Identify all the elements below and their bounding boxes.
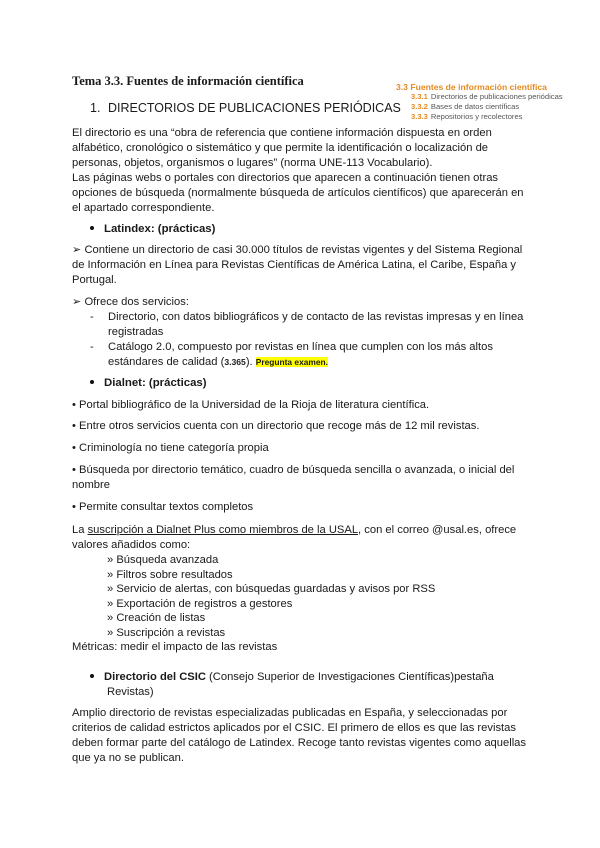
csic-heading: Directorio del CSIC (Consejo Superior de Investigaciones Científicas)pestaña Revistas) (90, 670, 530, 700)
bullet-icon (90, 226, 94, 230)
toc-item: 3.3.1 Directorios de publicaciones periódicas (411, 92, 563, 101)
dialnet-values-list (107, 553, 435, 640)
toc-item: 3.3.3 Repositorios y recolectores (411, 112, 523, 121)
dialnet-point: • Portal bibliográfico de la Universidad de la Rioja de literatura científica. (72, 399, 430, 411)
toc-item: 3.3.2 Bases de datos científicas (411, 102, 520, 111)
metrics-text: Métricas: medir el impacto de las revistas (72, 641, 278, 653)
list-item: » Suscripción a revistas (107, 626, 226, 639)
list-item: - Directorio, con datos bibliográficos y de contacto de las revistas impresas y en línea registradas (90, 311, 524, 338)
dialnet-plus-paragraph: La suscripción a Dialnet Plus como miembros de la USAL, con el correo @usal.es, ofrece valores añadidos como: (72, 524, 517, 551)
dialnet-point: • Búsqueda por directorio temático, cuadro de búsqueda sencilla o avanzada, o inicial del nombre (72, 464, 515, 491)
latindex-services-intro: ➢ Ofrece dos servicios: (72, 296, 189, 308)
dialnet-plus-link[interactable]: suscripción a Dialnet Plus como miembros de la USAL (87, 524, 359, 536)
section-heading: 1. DIRECTORIOS DE PUBLICACIONES PERIÓDICAS (90, 101, 401, 115)
exam-highlight: Pregunta examen. (255, 357, 328, 367)
list-item: » Creación de listas (107, 612, 206, 624)
bullet-icon (90, 674, 94, 678)
latindex-services-list (86, 310, 532, 370)
latindex-description: ➢ Contiene un directorio de casi 30.000 títulos de revistas vigentes y del Sistema Regional de Información en Línea para Revistas Científicas de América Latina, el Caribe, España y Portugal. (72, 244, 523, 286)
list-item: » Filtros sobre resultados (107, 568, 233, 581)
csic-description: Amplio directorio de revistas especializadas publicadas en España, y seleccionadas por criterios de calidad estrictos aplicados por el CSIC. El primero de ellos es que las revistas deben formar parte del catálogo de Latindex. Recoge tanto revistas vigentes como aquellas que ya no se publican. (72, 707, 526, 764)
bullet-icon (90, 380, 94, 384)
page-title: Tema 3.3. Fuentes de información científica (72, 74, 304, 88)
toc-heading: 3.3 Fuentes de información científica (396, 82, 547, 92)
list-item: » Exportación de registros a gestores (107, 597, 293, 610)
toc-image (396, 82, 592, 122)
list-item: » Búsqueda avanzada (107, 554, 219, 566)
dialnet-point: • Criminología no tiene categoría propia (72, 442, 269, 454)
dialnet-heading: Dialnet: (prácticas) (90, 376, 207, 391)
latindex-heading: Latindex: (prácticas) (90, 222, 215, 237)
intro-paragraph: El directorio es una “obra de referencia que contiene información dispuesta en orden alfabético, cronológico o sistemático y que permite la identificación o localización de personas, objetos, organismos o lugares” (norma UNE-113 Vocabulario). Las páginas webs o portales con directorios que aparecen a continuación tienen otras opciones de búsqueda (normalmente búsqueda de artículos científicos) que aparecerán en el apartado correspondiente. (72, 127, 524, 214)
list-item: » Servicio de alertas, con búsquedas guardadas y avisos por RSS (107, 583, 436, 595)
list-item: - Catálogo 2.0, compuesto por revistas en línea que cumplen con los más altos estándares de calidad (3.365). Pregunta examen. (90, 341, 493, 368)
dialnet-point: • Entre otros servicios cuenta con un directorio que recoge más de 12 mil revistas. (72, 420, 480, 432)
dialnet-point: • Permite consultar textos completos (72, 501, 254, 513)
